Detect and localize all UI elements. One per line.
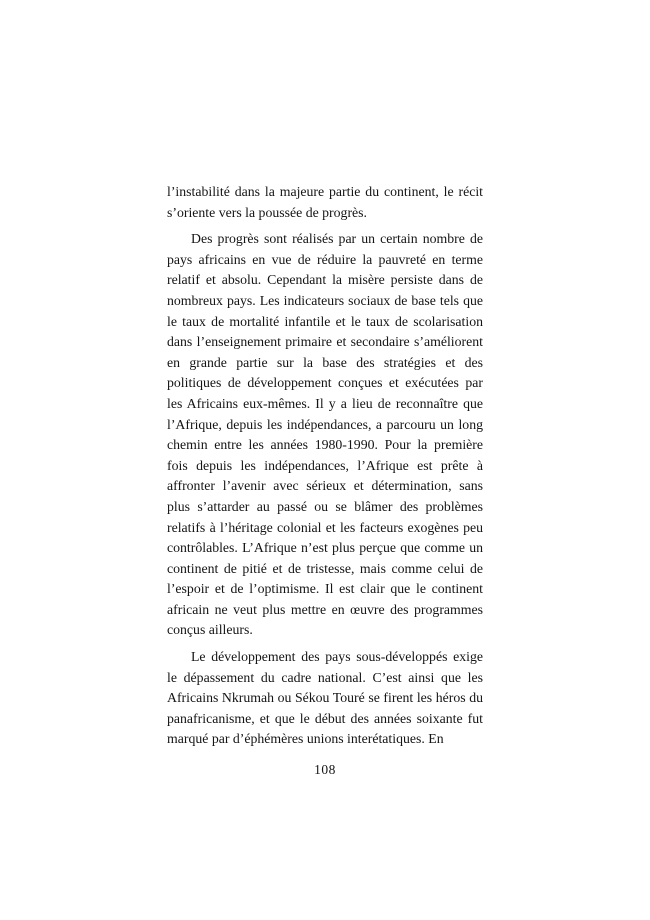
- page-number: 108: [314, 762, 336, 778]
- paragraph: l’instabilité dans la majeure partie du continent, le récit s’oriente vers la poussée de progrès.: [167, 184, 483, 220]
- text-block: [167, 182, 483, 781]
- paragraph: Le développement des pays sous-développés exige le dépassement du cadre national. C’est ainsi que les Africains Nkrumah ou Sékou Touré se firent les héros du panafricanisme, et que le début des années soixante fut marqué par d’éphémères unions interétatiques. En: [167, 649, 483, 747]
- paragraph: Des progrès sont réalisés par un certain nombre de pays africains en vue de réduire la pauvreté en terme relatif et absolu. Cependant la misère persiste dans de nombreux pays. Les indicateurs sociaux de base tels que le taux de mortalité infantile et le taux de scolarisation dans l’enseignement primaire et secondaire s’améliorent en grande partie sur la base des stratégies et des politiques de développement conçues et exécutées par les Africains eux-mêmes. Il y a lieu de reconnaître que l’Afrique, depuis les indépendances, a parcouru un long chemin entre les années 1980-1990. Pour la première fois depuis les indépendances, l’Afrique est prête à affronter l’avenir avec sérieux et détermination, sans plus s’attarder au passé ou se blâmer des problèmes relatifs à l’héritage colonial et les facteurs exogènes peu contrôlables. L’Afrique n’est plus perçue que comme un continent de pitié et de tristesse, mais comme celui de l’espoir et de l’optimisme. Il est clair que le continent africain ne veut plus mettre en œuvre des programmes conçus ailleurs.: [167, 231, 483, 638]
